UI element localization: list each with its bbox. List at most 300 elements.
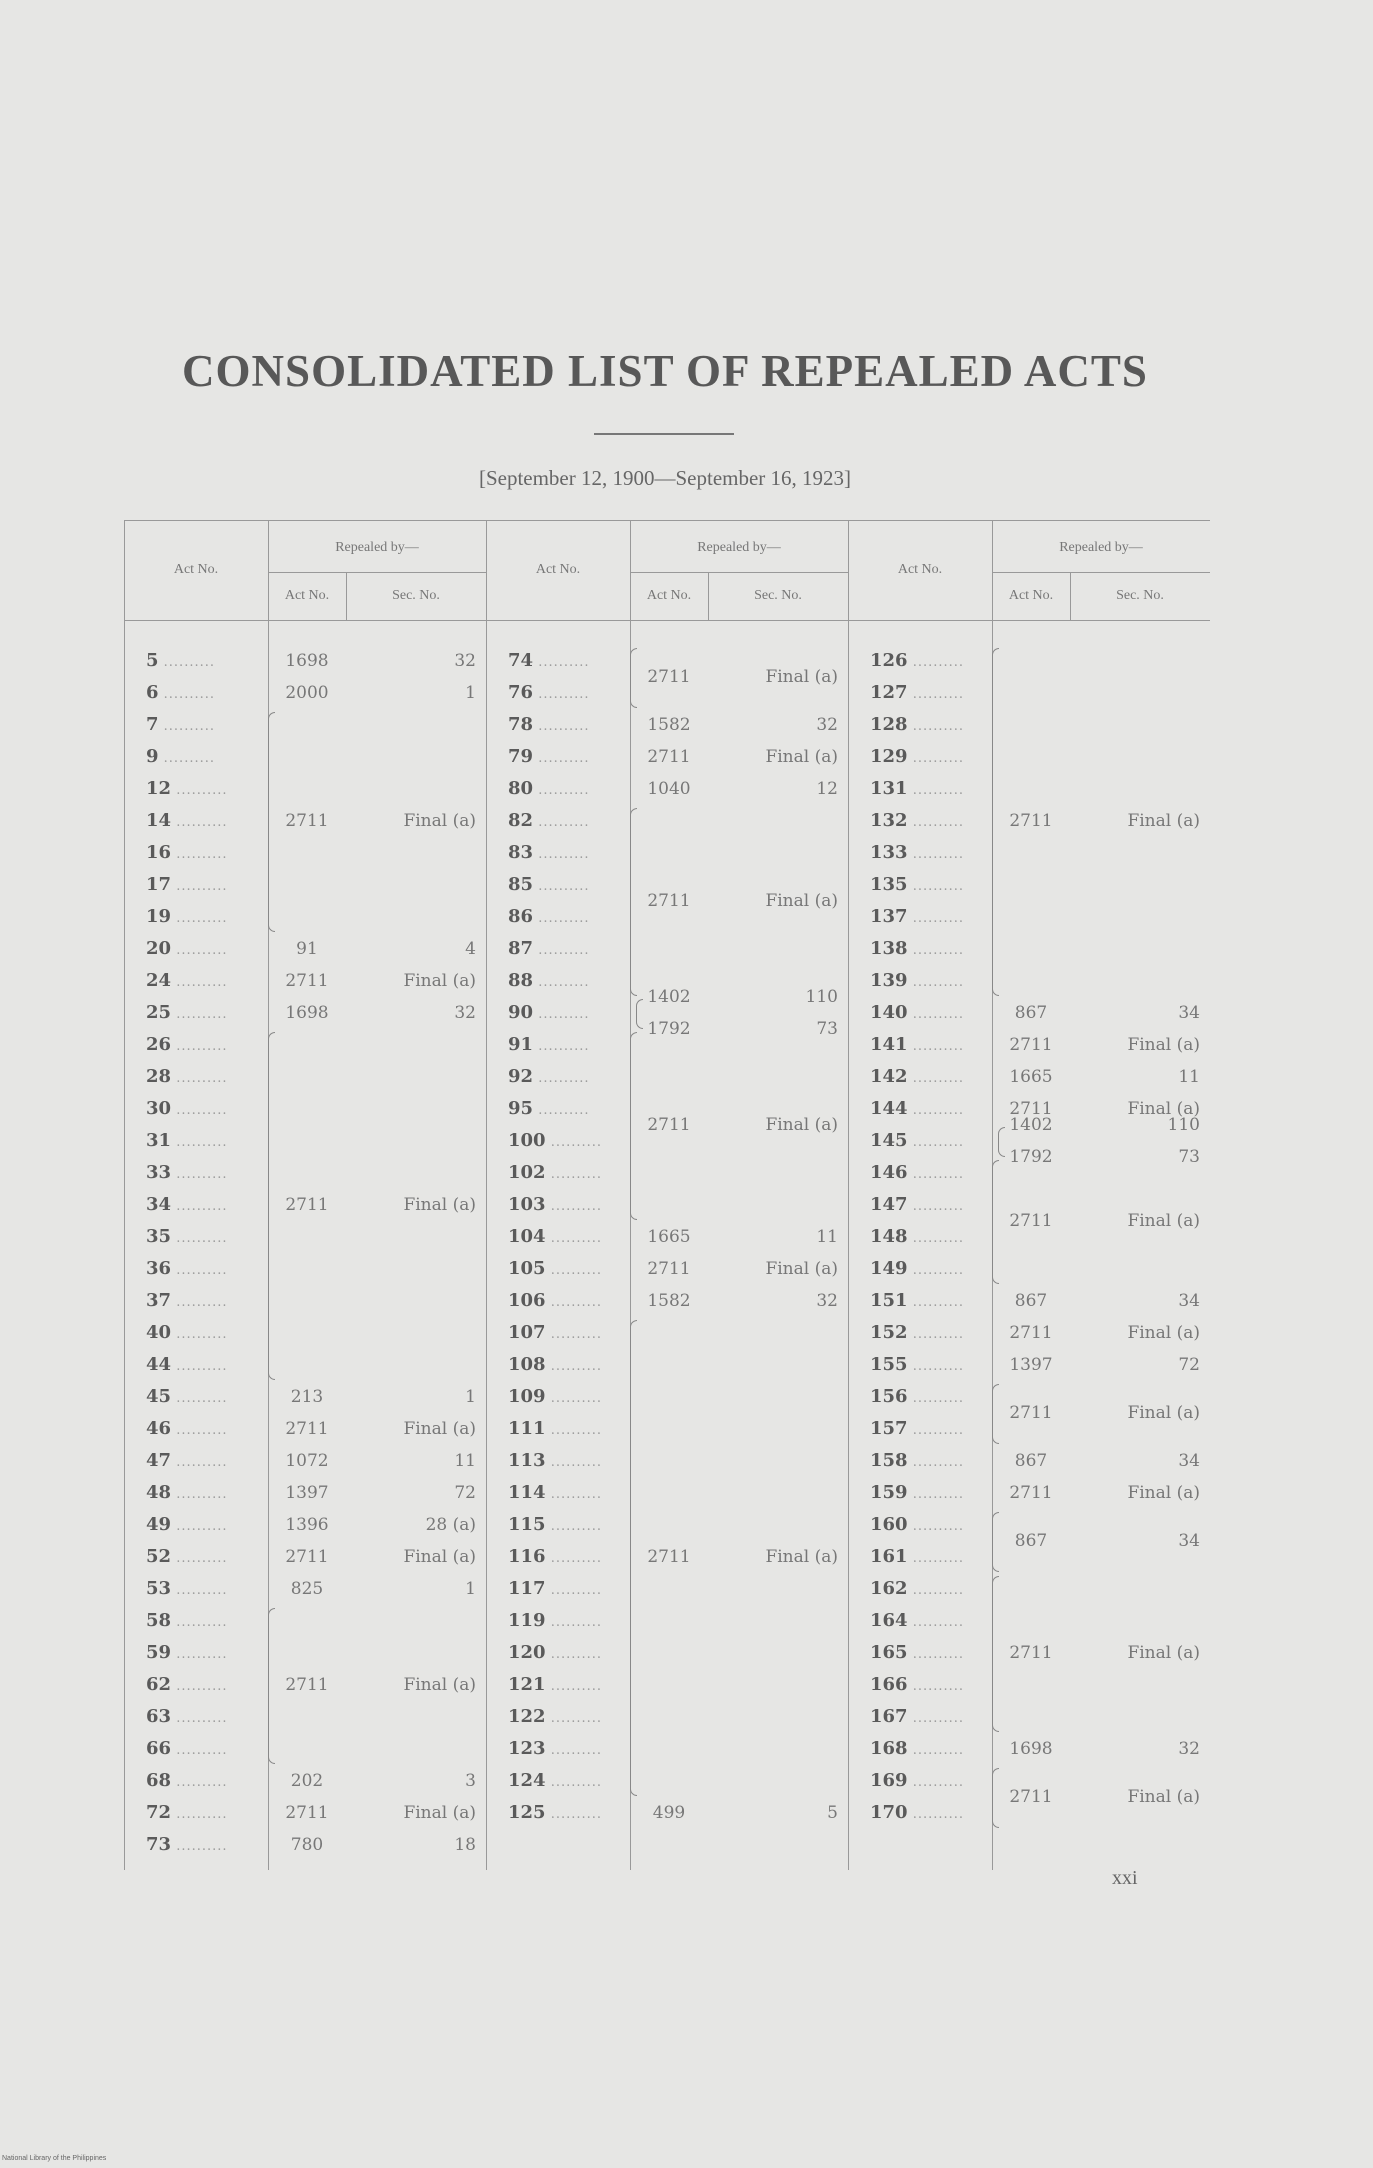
act-number-value: 19 xyxy=(146,906,172,927)
table-row xyxy=(124,1221,486,1253)
repealing-act-no: 1582 xyxy=(647,715,691,735)
repealing-act-no: 91 xyxy=(296,939,318,959)
leader-dots: .......... xyxy=(171,911,228,926)
act-number xyxy=(146,1157,266,1189)
act-number xyxy=(870,773,990,805)
table-row xyxy=(124,709,486,741)
act-number-value: 148 xyxy=(870,1226,908,1247)
act-number xyxy=(146,1413,266,1445)
header-mid-rule xyxy=(268,572,486,573)
table-row xyxy=(486,1669,848,1701)
act-number-value: 156 xyxy=(870,1386,908,1407)
leader-dots: .......... xyxy=(907,1071,965,1086)
act-number xyxy=(146,1381,266,1413)
act-number-value: 31 xyxy=(146,1130,172,1151)
repealing-act-no: 1582 xyxy=(647,1291,691,1311)
act-number-value: 162 xyxy=(870,1578,908,1599)
repealing-act-no: 867 xyxy=(1014,1291,1048,1311)
leader-dots: .......... xyxy=(907,1679,965,1694)
leader-dots: .......... xyxy=(907,1519,965,1534)
repealing-act-no: 2711 xyxy=(285,971,329,991)
table-row xyxy=(848,773,1210,805)
act-number xyxy=(146,1765,266,1797)
act-number xyxy=(146,1093,266,1125)
leader-dots: .......... xyxy=(171,1743,228,1758)
date-range-subtitle: [September 12, 1900—September 16, 1923] xyxy=(478,466,852,490)
act-number-value: 133 xyxy=(870,842,908,863)
section-no: 73 xyxy=(1178,1147,1200,1167)
repealing-act-no: 2711 xyxy=(1009,1035,1053,1055)
act-number xyxy=(508,1061,628,1093)
act-number-value: 167 xyxy=(870,1706,908,1727)
section-no: Final (a) xyxy=(403,811,476,831)
leader-dots: .......... xyxy=(545,1135,603,1150)
act-number-value: 131 xyxy=(870,778,908,799)
table-row xyxy=(486,1637,848,1669)
leader-dots: .......... xyxy=(533,1071,590,1086)
table-row xyxy=(486,1445,848,1477)
table-row xyxy=(848,741,1210,773)
repealing-act-no: 2711 xyxy=(1009,1323,1053,1343)
table-row xyxy=(486,933,848,965)
table-row xyxy=(124,1605,486,1637)
leader-dots: .......... xyxy=(907,1263,965,1278)
leader-dots: .......... xyxy=(171,1231,228,1246)
act-number-value: 129 xyxy=(870,746,908,767)
repealing-act-no: 1792 xyxy=(1009,1147,1053,1167)
section-no: Final (a) xyxy=(1127,1323,1200,1343)
act-number xyxy=(870,1061,990,1093)
act-number xyxy=(146,773,266,805)
repealing-act-no: 1698 xyxy=(285,1003,329,1023)
act-number-value: 28 xyxy=(146,1066,172,1087)
leader-dots: .......... xyxy=(907,1167,965,1182)
act-number-value: 161 xyxy=(870,1546,908,1567)
table-row xyxy=(486,1189,848,1221)
repealing-act-no: 213 xyxy=(290,1387,324,1407)
act-number-value: 20 xyxy=(146,938,172,959)
header-top-rule xyxy=(124,520,486,521)
repealing-act-no: 2711 xyxy=(647,747,691,767)
act-number-value: 45 xyxy=(146,1386,172,1407)
table-row xyxy=(486,1317,848,1349)
table-row xyxy=(848,1573,1210,1605)
leader-dots: .......... xyxy=(171,943,228,958)
act-number xyxy=(870,1029,990,1061)
act-number xyxy=(146,1797,266,1829)
act-number-value: 144 xyxy=(870,1098,908,1119)
repealing-act-no: 499 xyxy=(652,1803,686,1823)
leader-dots: .......... xyxy=(545,1391,603,1406)
header-repealed-by: Repealed by— xyxy=(1059,540,1143,555)
act-number-value: 76 xyxy=(508,682,534,703)
act-number-value: 44 xyxy=(146,1354,172,1375)
act-number xyxy=(508,1733,628,1765)
header-repealed-by: Repealed by— xyxy=(335,540,419,555)
header-section-no: Sec. No. xyxy=(1116,588,1164,603)
act-number xyxy=(146,869,266,901)
act-number-value: 106 xyxy=(508,1290,546,1311)
header-act-no: Act No. xyxy=(173,562,219,577)
act-number-value: 33 xyxy=(146,1162,172,1183)
repealing-act-no: 1698 xyxy=(1009,1739,1053,1759)
leader-dots: .......... xyxy=(907,1551,965,1566)
act-number-value: 140 xyxy=(870,1002,908,1023)
section-no: Final (a) xyxy=(1127,811,1200,831)
act-number xyxy=(870,1221,990,1253)
table-row xyxy=(124,1733,486,1765)
act-number xyxy=(508,1157,628,1189)
leader-dots: .......... xyxy=(171,1615,228,1630)
leader-dots: .......... xyxy=(171,1519,228,1534)
act-number xyxy=(870,1253,990,1285)
table-row xyxy=(124,1157,486,1189)
table-row xyxy=(486,1701,848,1733)
act-number-value: 116 xyxy=(508,1546,546,1567)
section-no: 5 xyxy=(827,1803,838,1823)
leader-dots: .......... xyxy=(171,1039,228,1054)
leader-dots: .......... xyxy=(533,847,590,862)
act-number-value: 78 xyxy=(508,714,534,735)
section-no: Final (a) xyxy=(765,891,838,911)
leader-dots: .......... xyxy=(907,719,965,734)
act-number-value: 85 xyxy=(508,874,534,895)
leader-dots: .......... xyxy=(545,1167,603,1182)
act-number xyxy=(870,1381,990,1413)
act-number-value: 16 xyxy=(146,842,172,863)
section-no: Final (a) xyxy=(403,1675,476,1695)
act-number-value: 25 xyxy=(146,1002,172,1023)
leader-dots: .......... xyxy=(907,815,965,830)
leader-dots: .......... xyxy=(533,687,590,702)
act-number xyxy=(870,933,990,965)
repealing-act-no: 867 xyxy=(1014,1451,1048,1471)
leader-dots: .......... xyxy=(171,1167,228,1182)
leader-dots: .......... xyxy=(545,1487,603,1502)
repealing-act-no: 867 xyxy=(1014,1003,1048,1023)
header-section-no: Sec. No. xyxy=(392,588,440,603)
leader-dots: .......... xyxy=(533,1007,590,1022)
table-row xyxy=(124,1637,486,1669)
act-number xyxy=(870,1285,990,1317)
table-row xyxy=(848,869,1210,901)
act-number xyxy=(508,1413,628,1445)
section-no: 34 xyxy=(1178,1291,1200,1311)
act-number xyxy=(146,1605,266,1637)
leader-dots: .......... xyxy=(907,1231,965,1246)
repealing-act-no: 780 xyxy=(290,1835,324,1855)
leader-dots: .......... xyxy=(171,1839,228,1854)
leader-dots: .......... xyxy=(533,943,590,958)
act-number-value: 127 xyxy=(870,682,908,703)
leader-dots: .......... xyxy=(171,1103,228,1118)
section-no: Final (a) xyxy=(1127,1099,1200,1119)
act-number xyxy=(508,1093,628,1125)
act-number xyxy=(508,1637,628,1669)
leader-dots: .......... xyxy=(171,783,228,798)
header-repealing-act-no: Act No. xyxy=(646,588,692,603)
leader-dots: .......... xyxy=(533,879,590,894)
repealing-act-no: 2711 xyxy=(285,1547,329,1567)
act-number-value: 141 xyxy=(870,1034,908,1055)
leader-dots: .......... xyxy=(171,815,228,830)
table-row xyxy=(124,901,486,933)
table-row xyxy=(124,773,486,805)
section-no: 32 xyxy=(454,651,476,671)
section-no: 11 xyxy=(816,1227,838,1247)
act-number xyxy=(870,1477,990,1509)
section-no: 73 xyxy=(816,1019,838,1039)
repealing-act-no: 2000 xyxy=(285,683,329,703)
act-number-value: 30 xyxy=(146,1098,172,1119)
act-number-value: 66 xyxy=(146,1738,172,1759)
section-no: 72 xyxy=(1178,1355,1200,1375)
repealing-act-no: 1040 xyxy=(647,779,691,799)
act-number-value: 83 xyxy=(508,842,534,863)
act-number xyxy=(508,645,628,677)
act-number-value: 158 xyxy=(870,1450,908,1471)
act-number-value: 103 xyxy=(508,1194,546,1215)
act-number-value: 124 xyxy=(508,1770,546,1791)
leader-dots: .......... xyxy=(545,1199,603,1214)
leader-dots: .......... xyxy=(545,1263,603,1278)
act-number xyxy=(870,1733,990,1765)
act-number xyxy=(146,1701,266,1733)
act-number xyxy=(508,677,628,709)
leader-dots: .......... xyxy=(907,1359,965,1374)
table-row xyxy=(848,837,1210,869)
table-row xyxy=(848,677,1210,709)
act-number-value: 117 xyxy=(508,1578,546,1599)
leader-dots: .......... xyxy=(545,1327,603,1342)
act-number-value: 95 xyxy=(508,1098,534,1119)
act-number xyxy=(870,869,990,901)
table-row xyxy=(124,741,486,773)
leader-dots: .......... xyxy=(907,1647,965,1662)
act-number-value: 102 xyxy=(508,1162,546,1183)
act-number-value: 155 xyxy=(870,1354,908,1375)
leader-dots: .......... xyxy=(158,751,215,766)
leader-dots: .......... xyxy=(171,1391,228,1406)
repealing-act-no: 1665 xyxy=(1009,1067,1053,1087)
leader-dots: .......... xyxy=(907,1423,965,1438)
act-number xyxy=(508,1285,628,1317)
act-number xyxy=(870,709,990,741)
leader-dots: .......... xyxy=(533,719,590,734)
leader-dots: .......... xyxy=(907,1807,965,1822)
act-number xyxy=(870,1349,990,1381)
act-number xyxy=(508,965,628,997)
table-row xyxy=(124,837,486,869)
act-number xyxy=(146,709,266,741)
act-number-value: 138 xyxy=(870,938,908,959)
act-number-value: 68 xyxy=(146,1770,172,1791)
section-no: 12 xyxy=(816,779,838,799)
header-top-rule xyxy=(848,520,1210,521)
act-number xyxy=(508,1189,628,1221)
leader-dots: .......... xyxy=(907,1103,965,1118)
section-no: Final (a) xyxy=(765,1547,838,1567)
act-number-value: 73 xyxy=(146,1834,172,1855)
act-number xyxy=(146,1541,266,1573)
repealing-act-no: 2711 xyxy=(1009,1643,1053,1663)
leader-dots: .......... xyxy=(545,1647,603,1662)
leader-dots: .......... xyxy=(171,1135,228,1150)
act-number xyxy=(870,805,990,837)
act-number xyxy=(508,1605,628,1637)
act-number xyxy=(870,1797,990,1829)
act-number-value: 74 xyxy=(508,650,534,671)
act-number-value: 87 xyxy=(508,938,534,959)
table-column-group-1 xyxy=(124,520,486,1870)
leader-dots: .......... xyxy=(907,975,965,990)
section-no: 18 xyxy=(454,1835,476,1855)
act-number-value: 9 xyxy=(146,746,159,767)
act-number xyxy=(146,1509,266,1541)
act-number-value: 149 xyxy=(870,1258,908,1279)
section-no: 32 xyxy=(816,1291,838,1311)
table-row xyxy=(848,901,1210,933)
act-number-value: 111 xyxy=(508,1418,546,1439)
act-number xyxy=(508,1477,628,1509)
act-number-value: 17 xyxy=(146,874,172,895)
table-row xyxy=(848,1253,1210,1285)
leader-dots: .......... xyxy=(171,1327,228,1342)
leader-dots: .......... xyxy=(533,783,590,798)
act-number xyxy=(870,965,990,997)
act-number xyxy=(146,1061,266,1093)
act-number xyxy=(508,1349,628,1381)
table-row xyxy=(124,1093,486,1125)
act-number-value: 126 xyxy=(870,650,908,671)
leader-dots: .......... xyxy=(171,1071,228,1086)
act-number xyxy=(870,1445,990,1477)
section-no: Final (a) xyxy=(403,1547,476,1567)
act-number xyxy=(508,933,628,965)
repealing-act-no: 1072 xyxy=(285,1451,329,1471)
leader-dots: .......... xyxy=(533,1039,590,1054)
leader-dots: .......... xyxy=(545,1679,603,1694)
leader-dots: .......... xyxy=(533,975,590,990)
leader-dots: .......... xyxy=(533,751,590,766)
act-number-value: 26 xyxy=(146,1034,172,1055)
act-number xyxy=(870,1317,990,1349)
act-number-value: 35 xyxy=(146,1226,172,1247)
section-no: 1 xyxy=(465,683,476,703)
act-number xyxy=(146,1829,266,1861)
section-no: Final (a) xyxy=(403,1195,476,1215)
leader-dots: .......... xyxy=(907,1039,965,1054)
table-row xyxy=(124,1701,486,1733)
act-number xyxy=(146,1669,266,1701)
repealing-act-no: 1396 xyxy=(285,1515,329,1535)
table-row xyxy=(848,965,1210,997)
act-number xyxy=(870,1765,990,1797)
act-number-value: 82 xyxy=(508,810,534,831)
leader-dots: .......... xyxy=(907,1135,965,1150)
leader-dots: .......... xyxy=(907,655,965,670)
act-number-value: 108 xyxy=(508,1354,546,1375)
repealing-act-no: 202 xyxy=(290,1771,324,1791)
act-number xyxy=(508,1765,628,1797)
act-number xyxy=(508,1253,628,1285)
act-number-value: 62 xyxy=(146,1674,172,1695)
header-act-no: Act No. xyxy=(535,562,581,577)
leader-dots: .......... xyxy=(171,975,228,990)
header-section-no: Sec. No. xyxy=(754,588,802,603)
act-number-value: 139 xyxy=(870,970,908,991)
section-no: Final (a) xyxy=(403,971,476,991)
table-row xyxy=(848,1605,1210,1637)
act-number xyxy=(146,805,266,837)
act-number-value: 168 xyxy=(870,1738,908,1759)
act-number-value: 125 xyxy=(508,1802,546,1823)
leader-dots: .......... xyxy=(907,1775,965,1790)
act-number xyxy=(870,1637,990,1669)
act-number xyxy=(146,1221,266,1253)
act-number-value: 109 xyxy=(508,1386,546,1407)
act-number xyxy=(508,1573,628,1605)
table-column-group-2 xyxy=(486,520,848,1870)
leader-dots: .......... xyxy=(171,1551,228,1566)
header-repealing-act-no: Act No. xyxy=(284,588,330,603)
leader-dots: .......... xyxy=(907,943,965,958)
repealing-act-no: 2711 xyxy=(647,1547,691,1567)
table-row xyxy=(124,869,486,901)
act-number xyxy=(508,901,628,933)
act-number-value: 122 xyxy=(508,1706,546,1727)
table-row xyxy=(486,837,848,869)
act-number-value: 119 xyxy=(508,1610,546,1631)
act-number-value: 40 xyxy=(146,1322,172,1343)
leader-dots: .......... xyxy=(907,1615,965,1630)
repealing-act-no: 867 xyxy=(1014,1531,1048,1551)
repealing-act-no: 2711 xyxy=(647,1259,691,1279)
leader-dots: .......... xyxy=(907,1295,965,1310)
repealing-act-no: 2711 xyxy=(285,1419,329,1439)
repealing-act-no: 2711 xyxy=(1009,811,1053,831)
act-number xyxy=(870,1157,990,1189)
repealing-act-no: 1665 xyxy=(647,1227,691,1247)
table-row xyxy=(848,1701,1210,1733)
leader-dots: .......... xyxy=(907,1199,965,1214)
header-mid-rule xyxy=(992,572,1210,573)
section-no: Final (a) xyxy=(765,747,838,767)
act-number-value: 146 xyxy=(870,1162,908,1183)
leader-dots: .......... xyxy=(907,879,965,894)
leader-dots: .......... xyxy=(545,1615,603,1630)
section-no: 4 xyxy=(465,939,476,959)
leader-dots: .......... xyxy=(171,1423,228,1438)
act-number xyxy=(508,741,628,773)
leader-dots: .......... xyxy=(171,1007,228,1022)
act-number xyxy=(508,869,628,901)
header-top-rule xyxy=(486,520,848,521)
repealing-act-no: 1397 xyxy=(1009,1355,1053,1375)
section-no: 32 xyxy=(1178,1739,1200,1759)
repealing-act-no: 2711 xyxy=(1009,1483,1053,1503)
section-no: Final (a) xyxy=(403,1419,476,1439)
act-number-value: 164 xyxy=(870,1610,908,1631)
table-row xyxy=(486,1349,848,1381)
section-no: 110 xyxy=(805,987,838,1007)
act-number-value: 6 xyxy=(146,682,159,703)
act-number xyxy=(146,1573,266,1605)
act-number-value: 58 xyxy=(146,1610,172,1631)
act-number-value: 90 xyxy=(508,1002,534,1023)
table-row xyxy=(486,1509,848,1541)
act-number xyxy=(146,997,266,1029)
